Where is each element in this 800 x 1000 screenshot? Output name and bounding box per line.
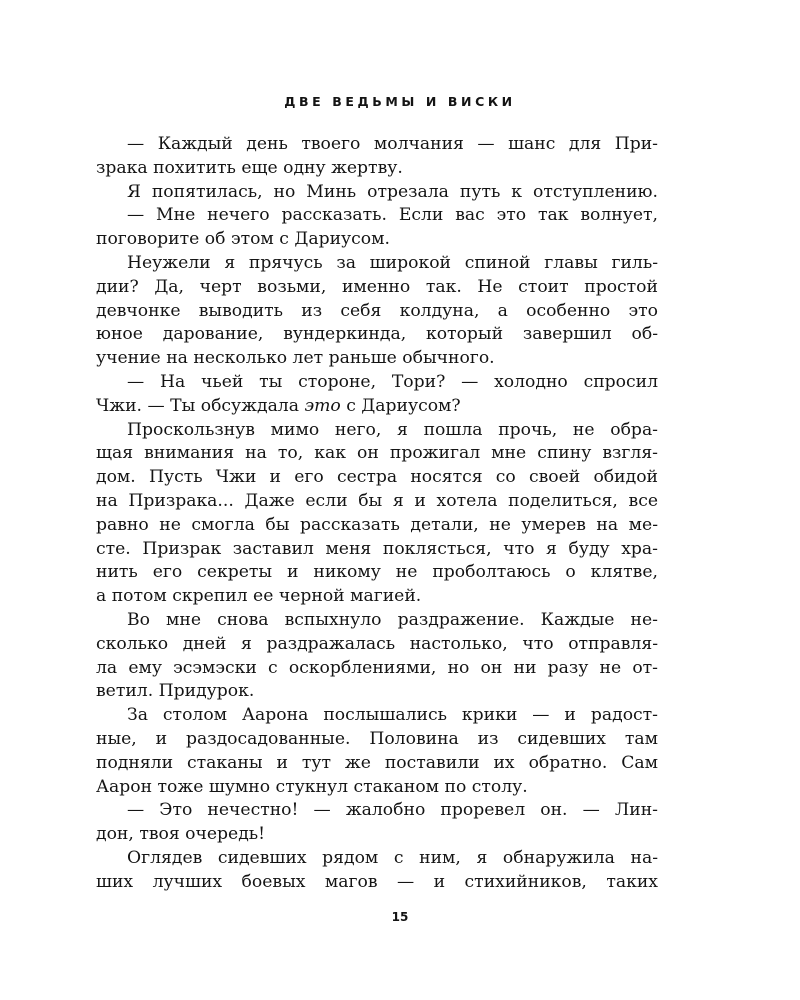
running-head: ДВЕ ВЕДЬМЫ И ВИСКИ [284,94,516,109]
text-line [96,609,658,633]
text-line [96,252,658,276]
text-line-content: — Мне нечего рассказать. Если вас это так волнует, [127,205,658,226]
text-line-content: учение на несколько лет раньше обычного. [96,348,495,369]
text-line [96,228,658,252]
text-line-content: ные, и раздосадованные. Половина из сидевших там [96,728,658,749]
text-line [96,585,658,609]
text-line [96,704,658,728]
text-line [96,157,658,181]
text-line-content: Аарон тоже шумно стукнул стаканом по столу. [96,776,528,797]
text-line [96,300,658,324]
text-line [96,466,658,490]
text-line [96,323,658,347]
text-line-content: дон, твоя очередь! [96,824,266,845]
text-line [96,633,658,657]
text-line-content: зрака похитить еще одну жертву. [96,157,403,178]
text-line [96,133,658,157]
text-line [96,752,658,776]
text-line [96,657,658,681]
text-line [96,799,658,823]
text-line-content: Неужели я прячусь за широкой спиной главы гиль- [127,252,658,273]
text-line [96,490,658,514]
text-line [96,776,658,800]
text-line [96,847,658,871]
text-line [96,371,658,395]
text-line-content: Я попятилась, но Минь отрезала путь к отступлению. [127,181,658,202]
text-line-content: юное дарование, вундеркинда, который завершил об- [96,324,658,345]
text-line-content: ших лучших боевых магов — и стихийников, таких [96,871,658,892]
text-line [96,871,658,895]
text-line [96,561,658,585]
text-line-content: девчонке выводить из себя колдуна, а особенно это [96,300,658,321]
emphasized-word: это [304,395,341,416]
text-line [96,728,658,752]
text-line [96,680,658,704]
text-line-content: Проскользнув мимо него, я пошла прочь, не обра- [127,419,658,440]
text-line-content: поговорите об этом с Дариусом. [96,229,390,250]
text-line-content: сколько дней я раздражалась настолько, что отправля- [96,633,658,654]
text-line [96,514,658,538]
text-line-content: подняли стаканы и тут же поставили их обратно. Сам [96,752,658,773]
text-line [96,347,658,371]
text-line-content: дом. Пусть Чжи и его сестра носятся со своей обидой [96,467,658,488]
text-line [96,419,658,443]
text-line-content: на Призрака... Даже если бы я и хотела поделиться, все [96,490,658,511]
text-line-content: равно не смогла бы рассказать детали, не умерев на ме- [96,514,658,535]
text-line-content: — Это нечестно! — жалобно проревел он. — Лин- [127,800,658,821]
text-line [96,204,658,228]
text-line-content: За столом Аарона послышались крики — и радост- [127,705,658,726]
text-line [96,538,658,562]
body-text [96,133,658,895]
text-line-content: нить его секреты и никому не проболтаюсь о клятве, [96,562,658,583]
text-line-content: — На чьей ты стороне, Тори? — холодно спросил [127,371,658,392]
text-line-content: Во мне снова вспыхнуло раздражение. Каждые не- [127,609,658,630]
text-line-content: дии? Да, черт возьми, именно так. Не стоит простой [96,276,658,297]
text-line [96,442,658,466]
text-line-content: щая внимания на то, как он прожигал мне спину взгля- [96,443,658,464]
text-line-content: а потом скрепил ее черной магией. [96,586,422,607]
text-line-content: ла ему эсэмэски с оскорблениями, но он ни разу не от- [96,657,658,678]
text-line-content: сте. Призрак заставил меня поклясться, что я буду хра- [96,538,658,559]
text-line [96,823,658,847]
text-line-content: ветил. Придурок. [96,681,255,702]
page-number: 15 [391,910,409,924]
text-line [96,276,658,300]
text-line-continuation: с Дариусом? [340,395,461,416]
text-line [96,181,658,205]
text-line [96,395,658,419]
text-line-content: Чжи. — Ты обсуждала [96,395,305,416]
text-line-content: Оглядев сидевших рядом с ним, я обнаружила на- [127,847,658,868]
text-line-content: — Каждый день твоего молчания — шанс для При- [127,134,658,154]
